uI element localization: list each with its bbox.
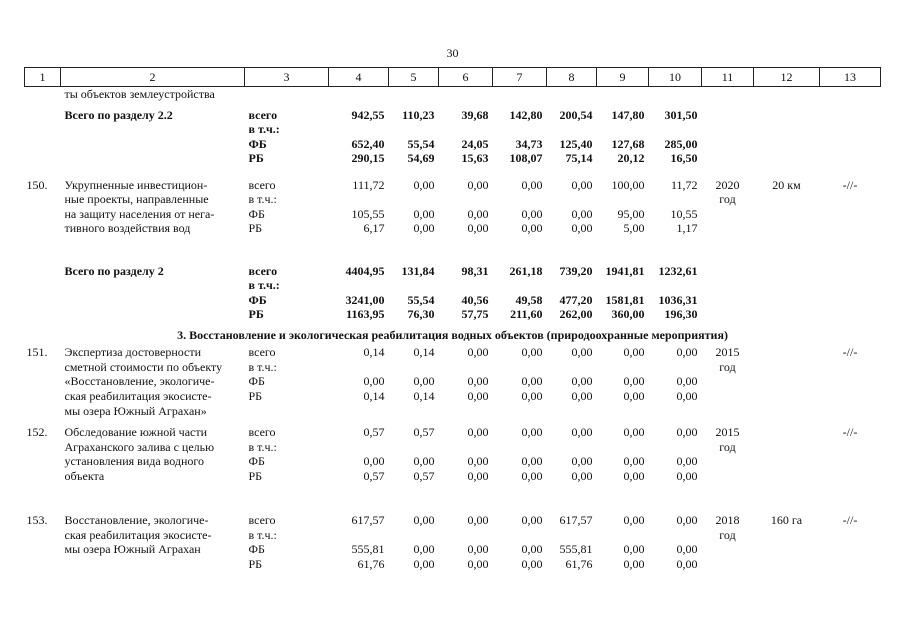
value-cell: 290,15 (351, 151, 385, 166)
row-description-line: установления вида водного (64, 454, 205, 469)
value-cell: 15,63 (461, 151, 489, 166)
value-cell: 0,00 (521, 206, 543, 221)
value-cell: 0,00 (467, 345, 489, 360)
value-cell: 0,00 (467, 556, 489, 571)
value-cell: 0,00 (413, 206, 435, 221)
header-cell: 9 (597, 68, 649, 87)
row-description-line: мы озера Южный Аграхан» (64, 403, 207, 418)
header-cell: 7 (493, 68, 547, 87)
kind-label: ФБ (248, 206, 265, 221)
kind-label: в т.ч.: (248, 527, 277, 542)
value-cell: 11,72 (670, 177, 698, 192)
value-cell: 0,00 (413, 556, 435, 571)
value-cell: 0,00 (413, 374, 435, 389)
value-cell: 1581,81 (605, 292, 645, 307)
value-cell: 477,20 (559, 292, 593, 307)
value-cell: 617,57 (351, 513, 385, 528)
subtotal-row (25, 108, 881, 178)
value-cell: 34,73 (515, 136, 543, 151)
value-cell: 652,40 (351, 136, 385, 151)
header-cell: 2 (61, 68, 245, 87)
value-cell: 0,00 (363, 454, 385, 469)
row-number: 153. (26, 513, 48, 528)
value-cell: 0,00 (571, 374, 593, 389)
row-description-line: Укрупненные инвестицион- (64, 177, 208, 192)
row-number: 151. (26, 345, 48, 360)
value-cell: 54,69 (407, 151, 435, 166)
kind-label: всего (248, 263, 278, 278)
program-table (24, 67, 881, 573)
kind-label: всего (248, 107, 278, 122)
kind-label: РБ (248, 388, 263, 403)
value-cell: 555,81 (559, 542, 593, 557)
row-description-line: объекта (64, 468, 105, 483)
value-cell: 0,00 (521, 425, 543, 440)
row-description-line: Восстановление, экологиче- (64, 513, 209, 528)
value-cell: 0,00 (676, 556, 698, 571)
value-cell: 0,00 (521, 345, 543, 360)
value-cell: 0,00 (676, 468, 698, 483)
value-cell: 125,40 (559, 136, 593, 151)
header-row (25, 68, 881, 87)
value-cell: 49,58 (515, 292, 543, 307)
value-cell: 6,17 (363, 221, 385, 236)
row-note: -//- (842, 513, 858, 528)
value-cell: 1941,81 (605, 263, 645, 278)
kind-label: ФБ (248, 374, 265, 389)
value-cell: 0,00 (571, 454, 593, 469)
value-cell: 0,14 (363, 388, 385, 403)
kind-label: всего (248, 513, 276, 528)
header-cell: 8 (547, 68, 597, 87)
value-cell: 0,00 (413, 454, 435, 469)
table-row (25, 345, 881, 425)
value-cell: 0,00 (363, 374, 385, 389)
row-note: -//- (842, 345, 858, 360)
value-cell: 61,76 (357, 556, 385, 571)
value-cell: 0,00 (521, 556, 543, 571)
value-cell: 24,05 (461, 136, 489, 151)
value-cell: 0,00 (571, 345, 593, 360)
value-cell: 0,00 (623, 542, 645, 557)
row-year-unit: год (719, 439, 736, 454)
value-cell: 0,00 (623, 556, 645, 571)
header-cell: 10 (649, 68, 702, 87)
value-cell: 111,72 (352, 177, 385, 192)
kind-label: всего (248, 177, 276, 192)
value-cell: 95,00 (617, 206, 645, 221)
kind-label: РБ (248, 556, 263, 571)
value-cell: 211,60 (510, 307, 543, 322)
row-description-line: ская реабилитация экосисте- (64, 527, 212, 542)
value-cell: 0,00 (623, 374, 645, 389)
row-year-unit: год (719, 192, 736, 207)
value-cell: 40,56 (461, 292, 489, 307)
row-year: 2015 (715, 345, 740, 360)
value-cell: 0,14 (413, 388, 435, 403)
value-cell: 0,14 (413, 345, 435, 360)
value-cell: 0,00 (467, 388, 489, 403)
table-header (25, 68, 881, 87)
value-cell: 0,00 (467, 468, 489, 483)
kind-label: в т.ч.: (248, 359, 277, 374)
value-cell: 617,57 (559, 513, 593, 528)
kind-label: в т.ч.: (248, 192, 277, 207)
row-year: 2015 (715, 425, 740, 440)
value-cell: 76,30 (407, 307, 435, 322)
value-cell: 0,00 (467, 542, 489, 557)
row-year-unit: год (719, 359, 736, 374)
value-cell: 555,81 (351, 542, 385, 557)
value-cell: 0,00 (467, 206, 489, 221)
value-cell: 0,00 (676, 425, 698, 440)
value-cell: 55,54 (407, 136, 435, 151)
row-number: 150. (26, 177, 48, 192)
kind-label: ФБ (248, 542, 265, 557)
value-cell: 0,00 (676, 374, 698, 389)
value-cell: 57,75 (461, 307, 489, 322)
value-cell: 39,68 (461, 107, 489, 122)
page-number: 30 (446, 46, 459, 60)
row-description-line: сметной стоимости по объекту (64, 359, 223, 374)
value-cell: 0,00 (676, 388, 698, 403)
table-row (25, 425, 881, 513)
value-cell: 147,80 (611, 107, 645, 122)
value-cell: 98,31 (461, 263, 489, 278)
value-cell: 0,00 (413, 513, 435, 528)
kind-label: ФБ (248, 136, 267, 151)
section-title: 3. Восстановление и экологическая реабилитация водных объектов (природоохранные мероприятия) (177, 327, 728, 342)
value-cell: 0,00 (521, 542, 543, 557)
value-cell: 142,80 (509, 107, 543, 122)
row-description-line: «Восстановление, экологиче- (64, 374, 215, 389)
kind-label: в т.ч.: (248, 278, 280, 293)
value-cell: 0,00 (521, 468, 543, 483)
value-cell: 0,00 (413, 542, 435, 557)
value-cell: 0,00 (521, 221, 543, 236)
row-note: -//- (842, 425, 858, 440)
value-cell: 0,00 (467, 425, 489, 440)
value-cell: 0,00 (521, 513, 543, 528)
header-cell: 4 (329, 68, 389, 87)
header-cell: 11 (702, 68, 754, 87)
value-cell: 75,14 (565, 151, 593, 166)
row-capacity (754, 345, 820, 425)
value-cell: 0,00 (467, 177, 489, 192)
row-year-unit: год (719, 527, 736, 542)
subtotal-label: Всего по разделу 2.2 (64, 107, 173, 122)
row-description-line: тивного воздействия вод (64, 221, 191, 236)
value-cell: 0,00 (623, 345, 645, 360)
value-cell: 0,57 (363, 468, 385, 483)
row-capacity: 160 га (770, 513, 803, 528)
value-cell: 0,00 (571, 388, 593, 403)
kind-label: в т.ч.: (248, 122, 280, 137)
row-description-line: Экспертиза достоверности (64, 345, 202, 360)
value-cell: 0,00 (521, 374, 543, 389)
value-cell: 0,00 (571, 425, 593, 440)
value-cell: 0,00 (676, 345, 698, 360)
value-cell: 16,50 (670, 151, 698, 166)
kind-label: РБ (248, 307, 264, 322)
kind-label: всего (248, 345, 276, 360)
value-cell: 301,50 (664, 107, 698, 122)
value-cell: 0,00 (623, 468, 645, 483)
row-number: 152. (26, 425, 48, 440)
value-cell: 942,55 (351, 107, 385, 122)
value-cell: 5,00 (623, 221, 645, 236)
subtotal-label: Всего по разделу 2 (64, 263, 164, 278)
header-cell: 12 (754, 68, 820, 87)
value-cell: 0,14 (363, 345, 385, 360)
header-cell: 6 (439, 68, 493, 87)
value-cell: 0,00 (571, 177, 593, 192)
value-cell: 261,18 (509, 263, 543, 278)
value-cell: 196,30 (664, 307, 698, 322)
value-cell: 0,00 (413, 177, 435, 192)
value-cell: 0,57 (413, 425, 435, 440)
row-description-line: ные проекты, направленные (64, 192, 209, 207)
value-cell: 0,00 (623, 454, 645, 469)
kind-label: в т.ч.: (248, 439, 277, 454)
value-cell: 0,00 (571, 468, 593, 483)
kind-label: всего (248, 425, 276, 440)
value-cell: 1036,31 (658, 292, 698, 307)
value-cell: 0,00 (467, 513, 489, 528)
value-cell: 0,00 (467, 374, 489, 389)
value-cell: 0,00 (623, 388, 645, 403)
row-description-line: ская реабилитация экосисте- (64, 388, 212, 403)
value-cell: 0,00 (521, 454, 543, 469)
row-description-line: Обследование южной части (64, 425, 208, 440)
value-cell: 4404,95 (345, 263, 385, 278)
value-cell: 0,57 (363, 425, 385, 440)
carry-text: ты объектов землеустройства (64, 87, 215, 101)
value-cell: 55,54 (407, 292, 435, 307)
row-description-line: на защиту населения от нега- (64, 206, 215, 221)
value-cell: 0,00 (623, 513, 645, 528)
value-cell: 3241,00 (345, 292, 385, 307)
value-cell: 360,00 (611, 307, 645, 322)
kind-label: РБ (248, 221, 263, 236)
value-cell: 0,00 (413, 221, 435, 236)
header-cell: 13 (820, 68, 881, 87)
row-description-line: Аграханского залива с целью (64, 439, 215, 454)
table-row (25, 513, 881, 573)
value-cell: 0,00 (467, 454, 489, 469)
value-cell: 105,55 (351, 206, 385, 221)
value-cell: 131,84 (401, 263, 435, 278)
value-cell: 1,17 (676, 221, 698, 236)
kind-label: ФБ (248, 454, 265, 469)
value-cell: 739,20 (559, 263, 593, 278)
value-cell: 0,00 (676, 542, 698, 557)
carry-row (25, 87, 881, 108)
value-cell: 100,00 (611, 177, 645, 192)
row-description-line: мы озера Южный Аграхан (64, 542, 201, 557)
row-capacity (754, 425, 820, 513)
value-cell: 0,57 (413, 468, 435, 483)
value-cell: 0,00 (521, 177, 543, 192)
value-cell: 0,00 (521, 388, 543, 403)
value-cell: 0,00 (676, 454, 698, 469)
value-cell: 200,54 (559, 107, 593, 122)
value-cell: 0,00 (467, 221, 489, 236)
value-cell: 0,00 (571, 221, 593, 236)
header-cell: 3 (245, 68, 329, 87)
value-cell: 110,23 (402, 107, 435, 122)
row-capacity: 20 км (772, 177, 801, 192)
value-cell: 0,00 (571, 206, 593, 221)
table-row (25, 178, 881, 264)
header-cell: 1 (25, 68, 61, 87)
subtotal-row (25, 264, 881, 326)
value-cell: 0,00 (623, 425, 645, 440)
kind-label: РБ (248, 151, 264, 166)
value-cell: 20,12 (617, 151, 645, 166)
row-year: 2020 (715, 177, 740, 192)
value-cell: 108,07 (509, 151, 543, 166)
value-cell: 0,00 (676, 513, 698, 528)
value-cell: 127,68 (611, 136, 645, 151)
value-cell: 1163,95 (346, 307, 385, 322)
section-header-row (25, 326, 881, 346)
value-cell: 61,76 (565, 556, 593, 571)
value-cell: 1232,61 (658, 263, 698, 278)
kind-label: РБ (248, 468, 263, 483)
value-cell: 10,55 (670, 206, 698, 221)
kind-label: ФБ (248, 292, 267, 307)
row-note: -//- (842, 177, 858, 192)
value-cell: 285,00 (664, 136, 698, 151)
header-cell: 5 (389, 68, 439, 87)
row-year: 2018 (715, 513, 740, 528)
value-cell: 262,00 (559, 307, 593, 322)
